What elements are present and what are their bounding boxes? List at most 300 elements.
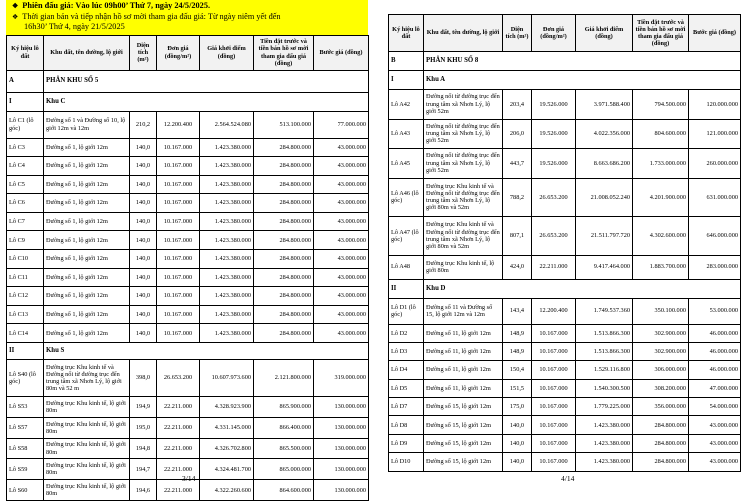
table-row	[389, 324, 741, 342]
section-row	[389, 52, 741, 71]
unit-price: 10.167.000	[157, 194, 200, 213]
notice-line-1: Phiên đấu giá: Vào lúc 09h00’ Thứ 7, ngày 24/5/2025.	[22, 1, 210, 10]
section-code: I	[7, 92, 44, 111]
lot-location: Đường trục Khu kinh tế và Đường nối từ đường trục đến trung tâm xã Nhơn Lý, lộ giới 80m và 52m	[424, 217, 503, 256]
bid-step: 43.000.000	[314, 212, 369, 231]
deposit-amount: 864.600.000	[254, 480, 314, 501]
section-name: Khu D	[424, 279, 741, 298]
table-row	[7, 268, 369, 287]
lot-code: Lô D10	[389, 453, 424, 471]
lot-location: Đường trục Khu kinh tế, lộ giới 80m	[424, 255, 503, 279]
bid-step: 43.000.000	[314, 194, 369, 213]
unit-price: 10.167.000	[532, 453, 576, 471]
lot-location: Đường số 1, lộ giới 12m	[44, 250, 130, 269]
lot-area: 140,0	[130, 231, 157, 250]
table-row	[7, 157, 369, 176]
lot-area: 140,0	[130, 157, 157, 176]
lot-code: Lô A43	[389, 119, 424, 149]
starting-price: 1.423.380.000	[200, 231, 254, 250]
table-row	[389, 217, 741, 256]
deposit-amount: 284.800.000	[254, 250, 314, 269]
col-header: Đơn giá (đồng/m²)	[532, 15, 576, 52]
lot-code: Lô D4	[389, 361, 424, 379]
deposit-amount: 284.800.000	[254, 175, 314, 194]
table-row	[389, 119, 741, 149]
lot-area: 424,0	[503, 255, 532, 279]
lot-location: Đường số 11, lộ giới 12m	[424, 361, 503, 379]
deposit-amount: 284.800.000	[254, 231, 314, 250]
deposit-amount: 284.800.000	[254, 287, 314, 306]
unit-price: 10.167.000	[532, 379, 576, 397]
deposit-amount: 284.800.000	[254, 194, 314, 213]
bid-step: 46.000.000	[689, 342, 741, 360]
deposit-amount: 804.600.000	[633, 119, 689, 149]
lot-code: Lô S59	[7, 459, 44, 480]
bid-step: 130.000.000	[314, 397, 369, 418]
lot-code: Lô A45	[389, 149, 424, 179]
bid-step: 43.000.000	[314, 324, 369, 343]
deposit-amount: 4.201.900.000	[633, 178, 689, 217]
unit-price: 22.211.000	[532, 255, 576, 279]
deposit-amount: 865.500.000	[254, 438, 314, 459]
starting-price: 1.529.116.800	[576, 361, 633, 379]
table-row	[7, 250, 369, 269]
bid-step: 121.000.000	[689, 119, 741, 149]
starting-price: 1.540.300.500	[576, 379, 633, 397]
deposit-amount: 1.733.000.000	[633, 149, 689, 179]
lot-area: 140,0	[130, 250, 157, 269]
bid-step: 130.000.000	[314, 417, 369, 438]
unit-price: 10.167.000	[532, 324, 576, 342]
bid-step: 631.000.000	[689, 178, 741, 217]
lot-area: 140,0	[130, 287, 157, 306]
page-number: 3/14	[182, 474, 195, 483]
lot-location: Đường số 15, lộ giới 12m	[424, 434, 503, 452]
bid-step: 46.000.000	[689, 324, 741, 342]
bid-step: 120.000.000	[689, 90, 741, 120]
lot-location: Đường số 15, lộ giới 12m	[424, 453, 503, 471]
table-row	[7, 231, 369, 250]
unit-price: 10.167.000	[157, 324, 200, 343]
deposit-amount: 513.100.000	[254, 111, 314, 138]
starting-price: 4.324.481.700	[200, 459, 254, 480]
section-code: A	[7, 70, 44, 92]
unit-price: 19.526.000	[532, 119, 576, 149]
lot-location: Đường số 1, lộ giới 12m	[44, 287, 130, 306]
lot-code: Lô S57	[7, 417, 44, 438]
lot-area: 210,2	[130, 111, 157, 138]
col-header: Tiền đặt trước và tiền bán hồ sơ mời tham gia đấu giá (đồng)	[633, 15, 689, 52]
diamond-bullet-icon: ❖	[12, 2, 18, 10]
bid-step: 43.000.000	[314, 287, 369, 306]
page-number: 4/14	[561, 474, 574, 483]
lot-code: Lô C1 (lô góc)	[7, 111, 44, 138]
lot-code: Lô C5	[7, 175, 44, 194]
lot-code: Lô D5	[389, 379, 424, 397]
lot-code: Lô C4	[7, 157, 44, 176]
lot-area: 203,4	[503, 90, 532, 120]
starting-price: 1.423.380.000	[200, 157, 254, 176]
section-name: PHÂN KHU SỐ 8	[424, 52, 741, 71]
col-header: Bước giá (đồng)	[689, 15, 741, 52]
col-header: Giá khởi điểm (đồng)	[200, 35, 254, 70]
unit-price: 10.167.000	[157, 175, 200, 194]
deposit-amount: 302.900.000	[633, 324, 689, 342]
lot-location: Đường nối từ đường trục đến trung tâm xã Nhơn Lý, lộ giới 52m	[424, 90, 503, 120]
lot-location: Đường nối từ đường trục đến trung tâm xã Nhơn Lý, lộ giới 52m	[424, 149, 503, 179]
lot-location: Đường số 1 và Đường số 10, lộ giới 12m và 12m	[44, 111, 130, 138]
lot-area: 788,2	[503, 178, 532, 217]
lot-location: Đường trục Khu kinh tế, lộ giới 80m	[44, 438, 130, 459]
starting-price: 4.331.145.000	[200, 417, 254, 438]
unit-price: 10.167.000	[532, 416, 576, 434]
lot-location: Đường số 1, lộ giới 12m	[44, 138, 130, 157]
starting-price: 21.008.052.240	[576, 178, 633, 217]
lot-code: Lô S40 (lô góc)	[7, 360, 44, 397]
starting-price: 1.423.380.000	[200, 212, 254, 231]
table-row	[389, 298, 741, 324]
starting-price: 2.564.524.080	[200, 111, 254, 138]
lot-area: 195,0	[130, 417, 157, 438]
unit-price: 10.167.000	[532, 342, 576, 360]
bid-step: 43.000.000	[314, 231, 369, 250]
col-header: Khu đất, tên đường, lộ giới	[44, 35, 130, 70]
lot-location: Đường số 15, lộ giới 12m	[424, 398, 503, 416]
bid-step: 646.000.000	[689, 217, 741, 256]
bid-step: 43.000.000	[314, 268, 369, 287]
page-right	[388, 0, 740, 472]
deposit-amount: 284.800.000	[633, 453, 689, 471]
lot-location: Đường trục Khu kinh tế, lộ giới 80m	[44, 480, 130, 501]
unit-price: 22.211.000	[157, 397, 200, 418]
auction-notice	[6, 0, 368, 35]
lot-area: 148,9	[503, 324, 532, 342]
table-row	[7, 212, 369, 231]
unit-price: 19.526.000	[532, 90, 576, 120]
starting-price: 1.423.380.000	[576, 416, 633, 434]
lot-code: Lô C12	[7, 287, 44, 306]
lot-area: 143,4	[503, 298, 532, 324]
bid-step: 130.000.000	[314, 459, 369, 480]
starting-price: 1.779.225.000	[576, 398, 633, 416]
section-code: B	[389, 52, 424, 71]
lot-location: Đường trục Khu kinh tế và Đường nối từ đường trục đến trung tâm xã Nhơn Lý, lộ giới 80m và 52 m	[44, 360, 130, 397]
lot-area: 150,4	[503, 361, 532, 379]
bid-step: 319.000.000	[314, 360, 369, 397]
deposit-amount: 284.800.000	[254, 138, 314, 157]
lot-area: 194,8	[130, 438, 157, 459]
deposit-amount: 284.800.000	[254, 212, 314, 231]
starting-price: 1.423.380.000	[200, 138, 254, 157]
section-row	[389, 71, 741, 90]
starting-price: 21.511.797.720	[576, 217, 633, 256]
lot-location: Đường trục Khu kinh tế, lộ giới 80m	[44, 417, 130, 438]
table-row	[7, 111, 369, 138]
starting-price: 1.423.380.000	[200, 287, 254, 306]
section-code: II	[7, 343, 44, 360]
table-row	[7, 397, 369, 418]
table-row	[389, 379, 741, 397]
unit-price: 26.653.200	[157, 360, 200, 397]
table-row	[389, 398, 741, 416]
starting-price: 4.022.356.000	[576, 119, 633, 149]
unit-price: 22.211.000	[157, 438, 200, 459]
deposit-amount: 308.200.000	[633, 379, 689, 397]
lot-location: Đường số 1, lộ giới 12m	[44, 175, 130, 194]
unit-price: 10.167.000	[532, 398, 576, 416]
deposit-amount: 865.000.000	[254, 459, 314, 480]
starting-price: 1.749.537.360	[576, 298, 633, 324]
section-row	[7, 343, 369, 360]
lot-area: 140,0	[503, 453, 532, 471]
col-header: Đơn giá (đồng/m²)	[157, 35, 200, 70]
lot-area: 194,7	[130, 459, 157, 480]
table-row	[7, 360, 369, 397]
table-row	[7, 438, 369, 459]
lot-area: 140,0	[503, 416, 532, 434]
lot-location: Đường số 1, lộ giới 12m	[44, 268, 130, 287]
lot-location: Đường trục Khu kinh tế, lộ giới 80m	[44, 397, 130, 418]
bid-step: 43.000.000	[689, 416, 741, 434]
starting-price: 9.417.464.000	[576, 255, 633, 279]
unit-price: 10.167.000	[157, 268, 200, 287]
section-name: Khu A	[424, 71, 741, 90]
starting-price: 1.513.866.300	[576, 324, 633, 342]
deposit-amount: 866.400.000	[254, 417, 314, 438]
table-row	[7, 305, 369, 324]
unit-price: 12.200.400	[157, 111, 200, 138]
starting-price: 1.423.380.000	[200, 305, 254, 324]
lot-location: Đường số 1, lộ giới 12m	[44, 231, 130, 250]
page-left	[6, 0, 368, 501]
deposit-amount: 284.800.000	[254, 305, 314, 324]
lot-area: 140,0	[130, 138, 157, 157]
lot-area: 140,0	[130, 194, 157, 213]
table-row	[7, 287, 369, 306]
table-row	[7, 194, 369, 213]
deposit-amount: 306.000.000	[633, 361, 689, 379]
col-header: Diện tích (m²)	[503, 15, 532, 52]
table-row	[7, 417, 369, 438]
lot-area: 140,0	[130, 268, 157, 287]
bid-step: 46.000.000	[689, 361, 741, 379]
starting-price: 10.607.973.600	[200, 360, 254, 397]
bid-step: 77.000.000	[314, 111, 369, 138]
starting-price: 1.423.380.000	[200, 194, 254, 213]
starting-price: 1.423.380.000	[576, 453, 633, 471]
lot-location: Đường số 1, lộ giới 12m	[44, 212, 130, 231]
bid-step: 47.000.000	[689, 379, 741, 397]
starting-price: 4.326.702.800	[200, 438, 254, 459]
lot-code: Lô C10	[7, 250, 44, 269]
deposit-amount: 2.121.800.000	[254, 360, 314, 397]
lot-code: Lô S60	[7, 480, 44, 501]
section-name: Khu C	[44, 92, 369, 111]
lot-location: Đường trục Khu kinh tế và Đường nối từ đường trục đến trung tâm xã Nhơn Lý, lộ giới 80m và 52m	[424, 178, 503, 217]
lot-location: Đường số 11, lộ giới 12m	[424, 324, 503, 342]
unit-price: 10.167.000	[157, 138, 200, 157]
col-header: Ký hiệu lô đất	[389, 15, 424, 52]
lot-location: Đường số 1, lộ giới 12m	[44, 324, 130, 343]
lot-area: 140,0	[130, 175, 157, 194]
lot-location: Đường số 15, lộ giới 12m	[424, 416, 503, 434]
lot-code: Lô D7	[389, 398, 424, 416]
lot-code: Lô A42	[389, 90, 424, 120]
col-header: Diện tích (m²)	[130, 35, 157, 70]
unit-price: 19.526.000	[532, 149, 576, 179]
section-name: PHÂN KHU SỐ 5	[44, 70, 369, 92]
bid-step: 43.000.000	[689, 453, 741, 471]
bid-step: 283.000.000	[689, 255, 741, 279]
lot-location: Đường số 1, lộ giới 12m	[44, 157, 130, 176]
deposit-amount: 302.900.000	[633, 342, 689, 360]
lot-area: 140,0	[130, 324, 157, 343]
table-row	[7, 175, 369, 194]
diamond-bullet-icon: ❖	[12, 13, 18, 21]
starting-price: 4.328.923.900	[200, 397, 254, 418]
lot-location: Đường số 11, lộ giới 12m	[424, 379, 503, 397]
deposit-amount: 4.302.600.000	[633, 217, 689, 256]
unit-price: 26.653.200	[532, 217, 576, 256]
starting-price: 3.971.588.400	[576, 90, 633, 120]
bid-step: 53.000.000	[689, 298, 741, 324]
section-row	[7, 92, 369, 111]
table-row	[389, 342, 741, 360]
deposit-amount: 794.500.000	[633, 90, 689, 120]
deposit-amount: 865.900.000	[254, 397, 314, 418]
unit-price: 10.167.000	[157, 250, 200, 269]
lot-area: 175,0	[503, 398, 532, 416]
lot-location: Đường trục Khu kinh tế, lộ giới 80m	[44, 459, 130, 480]
section-row	[389, 279, 741, 298]
bid-step: 43.000.000	[314, 175, 369, 194]
lot-area: 148,9	[503, 342, 532, 360]
lot-code: Lô S53	[7, 397, 44, 418]
unit-price: 10.167.000	[157, 231, 200, 250]
land-lot-table-left	[6, 35, 369, 501]
notice-line-3: 16h30’ Thứ 4, ngày 21/5/2025	[24, 22, 125, 31]
deposit-amount: 356.000.000	[633, 398, 689, 416]
lot-location: Đường nối từ đường trục đến trung tâm xã Nhơn Lý, lộ giới 52m	[424, 119, 503, 149]
col-header: Khu đất, tên đường, lộ giới	[424, 15, 503, 52]
col-header: Giá khởi điểm (đồng)	[576, 15, 633, 52]
starting-price: 1.423.380.000	[200, 324, 254, 343]
lot-area: 206,0	[503, 119, 532, 149]
bid-step: 43.000.000	[314, 138, 369, 157]
lot-area: 194,9	[130, 397, 157, 418]
lot-code: Lô C6	[7, 194, 44, 213]
table-row	[389, 361, 741, 379]
lot-area: 140,0	[503, 434, 532, 452]
lot-code: Lô D2	[389, 324, 424, 342]
lot-location: Đường số 11, lộ giới 12m	[424, 342, 503, 360]
lot-code: Lô C9	[7, 231, 44, 250]
starting-price: 4.322.260.600	[200, 480, 254, 501]
lot-code: Lô D8	[389, 416, 424, 434]
deposit-amount: 350.100.000	[633, 298, 689, 324]
unit-price: 10.167.000	[157, 305, 200, 324]
section-row	[7, 70, 369, 92]
deposit-amount: 284.800.000	[633, 434, 689, 452]
table-row	[7, 138, 369, 157]
unit-price: 22.211.000	[157, 480, 200, 501]
lot-location: Đường số 1, lộ giới 12m	[44, 194, 130, 213]
lot-area: 140,0	[130, 305, 157, 324]
deposit-amount: 284.800.000	[633, 416, 689, 434]
lot-area: 398,0	[130, 360, 157, 397]
starting-price: 1.423.380.000	[200, 250, 254, 269]
starting-price: 8.663.686.200	[576, 149, 633, 179]
starting-price: 1.423.380.000	[200, 268, 254, 287]
starting-price: 1.423.380.000	[576, 434, 633, 452]
deposit-amount: 284.800.000	[254, 268, 314, 287]
lot-code: Lô A46 (lô góc)	[389, 178, 424, 217]
lot-code: Lô C14	[7, 324, 44, 343]
table-row	[389, 178, 741, 217]
lot-code: Lô C3	[7, 138, 44, 157]
starting-price: 1.423.380.000	[200, 175, 254, 194]
table-row	[389, 255, 741, 279]
unit-price: 10.167.000	[157, 157, 200, 176]
unit-price: 10.167.000	[532, 361, 576, 379]
lot-area: 140,0	[130, 212, 157, 231]
section-name: Khu S	[44, 343, 369, 360]
unit-price: 10.167.000	[157, 212, 200, 231]
lot-location: Đường số 11 và Đường số 15, lộ giới 12m và 12m	[424, 298, 503, 324]
lot-code: Lô D9	[389, 434, 424, 452]
lot-code: Lô D1 (lô góc)	[389, 298, 424, 324]
unit-price: 22.211.000	[157, 417, 200, 438]
table-row	[389, 434, 741, 452]
bid-step: 43.000.000	[314, 157, 369, 176]
bid-step: 130.000.000	[314, 438, 369, 459]
section-code: I	[389, 71, 424, 90]
notice-line-2: Thời gian bán và tiếp nhận hồ sơ mời tham gia đấu giá: Từ ngày niêm yết đến	[22, 12, 280, 21]
table-row	[389, 416, 741, 434]
col-header: Ký hiệu lô đất	[7, 35, 44, 70]
lot-code: Lô A48	[389, 255, 424, 279]
bid-step: 130.000.000	[314, 480, 369, 501]
bid-step: 43.000.000	[689, 434, 741, 452]
lot-area: 443,7	[503, 149, 532, 179]
table-row	[389, 453, 741, 471]
col-header: Tiền đặt trước và tiền bán hồ sơ mời tham gia đấu giá (đồng)	[254, 35, 314, 70]
lot-code: Lô D3	[389, 342, 424, 360]
lot-code: Lô C13	[7, 305, 44, 324]
table-header-row	[389, 15, 741, 52]
bid-step: 54.000.000	[689, 398, 741, 416]
bid-step: 43.000.000	[314, 250, 369, 269]
lot-code: Lô C7	[7, 212, 44, 231]
col-header: Bước giá (đồng)	[314, 35, 369, 70]
table-row	[389, 90, 741, 120]
table-row	[7, 324, 369, 343]
table-header-row	[7, 35, 369, 70]
starting-price: 1.513.866.300	[576, 342, 633, 360]
bid-step: 43.000.000	[314, 305, 369, 324]
unit-price: 10.167.000	[532, 434, 576, 452]
lot-code: Lô A47 (lô góc)	[389, 217, 424, 256]
unit-price: 26.653.200	[532, 178, 576, 217]
lot-area: 151,5	[503, 379, 532, 397]
land-lot-table-right	[388, 14, 741, 472]
lot-code: Lô C11	[7, 268, 44, 287]
table-row	[389, 149, 741, 179]
unit-price: 22.211.000	[157, 459, 200, 480]
lot-code: Lô S58	[7, 438, 44, 459]
section-code: II	[389, 279, 424, 298]
deposit-amount: 284.800.000	[254, 324, 314, 343]
